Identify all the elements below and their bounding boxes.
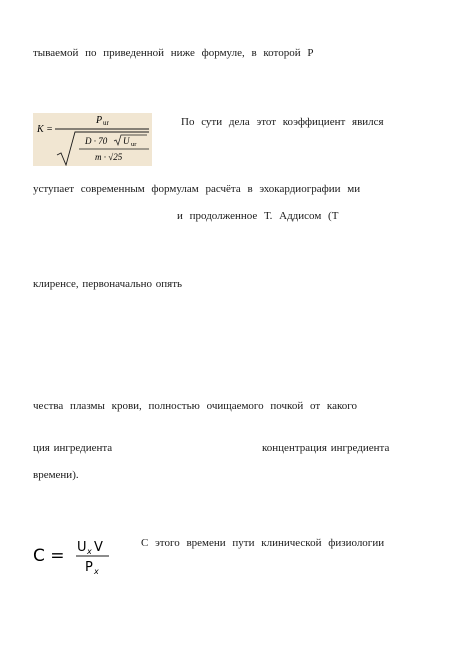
text-line-7b: концентрация ингредиента: [262, 442, 390, 454]
text-line-3: уступает современным формулам расчёта в эхокардиографии ми: [33, 183, 361, 195]
formula2-num-v: V: [94, 540, 103, 555]
text-line-8: времени).: [33, 469, 79, 481]
formula1-inner-d: D · 70: [85, 136, 108, 146]
formula1-numerator-sub: ur: [103, 119, 109, 127]
formula1-lhs: K =: [37, 124, 53, 135]
text-line-7a: ция ингредиента: [33, 442, 113, 454]
text-line-2: По сути дела этот коэффициент явился: [181, 116, 384, 128]
formula2-num-sub: x: [87, 547, 92, 556]
formula2-den-sub: x: [94, 567, 99, 576]
formula2-den-p: P: [85, 560, 93, 575]
formula2-num-u: U: [77, 540, 87, 555]
formula1-inner-u-sub: ur: [131, 141, 137, 148]
text-line-6: чества плазмы крови, полностью очищаемого почкой от какого: [33, 400, 357, 412]
formula-clearance-coefficient-image: [33, 113, 152, 166]
text-line-9: С этого времени пути клинической физиологии: [141, 537, 385, 549]
text-line-1: тываемой по приведенной ниже формуле, в которой P: [33, 47, 314, 59]
formula-clearance-svg: [33, 537, 115, 577]
text-line-5: клиренсе, первоначально опять: [33, 278, 183, 290]
formula1-inner-u: U: [123, 136, 130, 146]
formula1-numerator: P: [96, 115, 103, 126]
formula1-denominator: m · √25: [95, 152, 123, 162]
formula-clearance-coefficient: [33, 113, 152, 166]
formula2-lhs: C =: [33, 546, 65, 566]
text-line-4: и продолженное Т. Аддисом (Т: [177, 210, 339, 222]
formula-clearance: [33, 537, 115, 577]
